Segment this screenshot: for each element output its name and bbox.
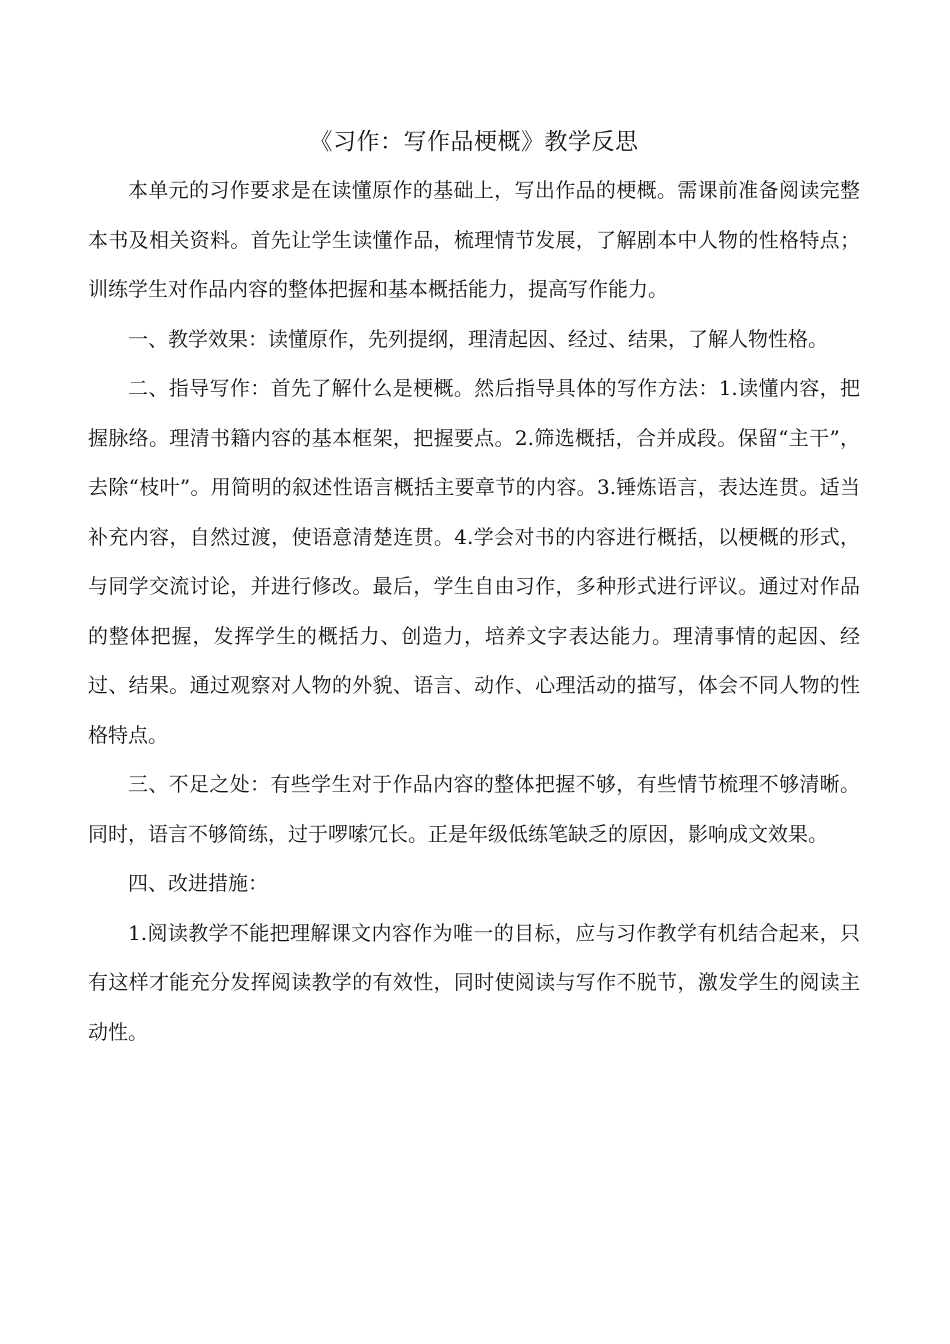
document-title: 《习作：写作品梗概》教学反思 bbox=[309, 129, 639, 155]
paragraph-improvement-1: 1.阅读教学不能把理解课文内容作为唯一的目标，应与习作教学有机结合起来，只有这样才能充分发挥阅读教学的有效性，同时使阅读与写作不脱节，激发学生的阅读主动性。 bbox=[88, 920, 860, 1044]
document-page bbox=[88, 118, 860, 1057]
paragraph-shortcomings: 三、不足之处：有些学生对于作品内容的整体把握不够，有些情节梳理不够清晰。同时，语言不够简练，过于啰嗦冗长。正是年级低练笔缺乏的原因，影响成文效果。 bbox=[88, 772, 860, 846]
paragraph-writing-guidance: 二、指导写作：首先了解什么是梗概。然后指导具体的写作方法：1.读懂内容，把握脉络。理清书籍内容的基本框架，把握要点。2.筛选概括，合并成段。保留“主干”，去除“枝叶”。用简明的叙述性语言概括主要章节的内容。3.锤炼语言，表达连贯。适当补充内容，自然过渡，使语意清楚连贯。4.学会对书的内容进行概括，以梗概的形式，与同学交流讨论，并进行修改。最后，学生自由习作，多种形式进行评议。通过对作品的整体把握，发挥学生的概括力、创造力，培养文字表达能力。理清事情的起因、经过、结果。通过观察对人物的外貌、语言、动作、心理活动的描写，体会不同人物的性格特点。 bbox=[88, 376, 860, 747]
paragraph-teaching-effect: 一、教学效果：读懂原作，先列提纲，理清起因、经过、结果，了解人物性格。 bbox=[128, 326, 828, 351]
paragraph-intro: 本单元的习作要求是在读懂原作的基础上，写出作品的梗概。需课前准备阅读完整本书及相关资料。首先让学生读懂作品，梳理情节发展，了解剧本中人物的性格特点；训练学生对作品内容的整体把握和基本概括能力，提高写作能力。 bbox=[88, 178, 860, 301]
paragraph-improvement-heading: 四、改进措施： bbox=[128, 871, 268, 895]
